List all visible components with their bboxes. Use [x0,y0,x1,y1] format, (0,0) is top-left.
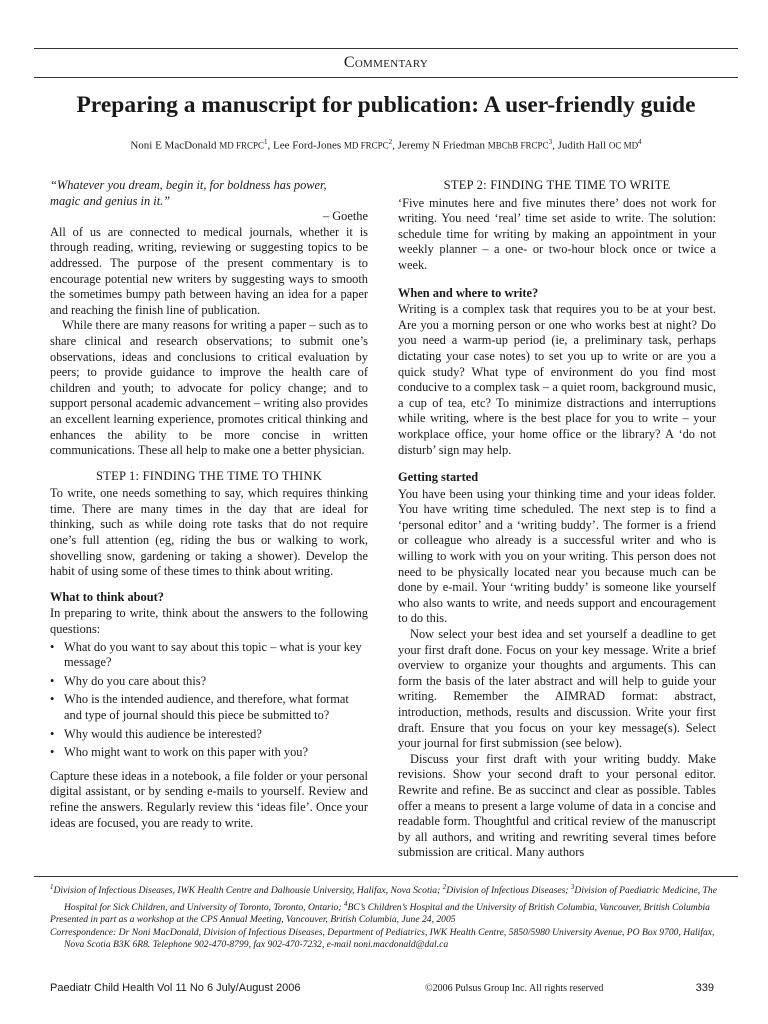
body-paragraph: To write, one needs something to say, which requires thinking time. There are many times in the day that are ideal for thinking, such as while doing rote tasks that do not require one’s full attention (eg, riding the bus or walking to work, shovelling snow, gardening or taking a shower). Develop the habit of using some of these times to think about writing. [50,486,368,579]
author-list [34,138,738,152]
aff-sup: 3 [570,883,575,891]
subheading-what-to-think: What to think about? [50,589,164,604]
author-sup: 1 [264,138,268,146]
right-column [398,178,716,861]
author-degree: MD FRCPC [343,140,389,151]
body-paragraph: While there are many reasons for writing a paper – such as to share clinical and research observations; to submit one’s observations, ideas and conclusions to critical evaluation by peers; to provide guidance to improve the health care of children and youth; to advocate for policy change; and to support personal academic advancement – writing also provides an excellent learning experience, promotes critical thinking and enhances the ability to be more concise in written communications. These all help to make one a better physician. [50,318,368,458]
body-paragraph: All of us are connected to medical journals, whether it is through reading, writing, reviewing or suggesting topics to be addressed. The purpose of the present commentary is to encourage potential new writers by suggesting ways to smooth the sometimes bumpy path between having an idea for a paper and reaching the finish line of publication. [50,224,368,317]
copyright-notice: ©2006 Pulsus Group Inc. All rights reserved [425,983,604,994]
correspondence-note: Correspondence: Dr Noni MacDonald, Division of Infectious Diseases, Department of Pediatrics, IWK Health Centre, 5850/5980 University Avenue, PO Box 9700, Halifax, Nova Scotia B3K 6R8. Telephone 902-470-8799, fax 902-470-7232, e-mail noni.macdonald@dal.ca [50,926,715,950]
author-name: Judith Hall [557,139,607,152]
author-name: Lee Ford-Jones [273,139,342,152]
list-item-text: Who is the intended audience, and therefore, what format and type of journal should this piece be submitted to? [64,692,349,722]
list-item-text: Why would this audience be interested? [64,726,262,741]
author-degree: MBChB FRCPC [487,140,549,151]
footnote-rule [34,876,738,877]
body-paragraph: In preparing to write, think about the answers to the following questions: [50,606,368,637]
left-column [50,178,368,831]
aff-sup: 1 [50,883,54,891]
list-item [50,674,368,690]
section-label: Commentary [343,54,429,71]
aff-sup: 4 [343,899,348,908]
list-item [50,745,368,761]
article-title: Preparing a manuscript for publication: A user-friendly guide [76,92,696,118]
section-rule [34,77,738,78]
author-sep: , [552,139,558,152]
list-item [50,727,368,743]
body-paragraph: Capture these ideas in a notebook, a file folder or your personal digital assistant, or by sending e-mails to yourself. Review and refine the answers. Regularly review this ‘ideas file’. Once your ideas are focused, you are ready to write. [50,768,368,830]
affiliation-text: Division of Paediatric Medicine, The Hospital for Sick Children, and University of Toronto, Toronto, Ontario; [64,885,717,913]
affiliations [50,881,720,914]
page-number: 339 [695,982,714,994]
journal-citation: Paediatr Child Health Vol 11 No 6 July/August 2006 [50,982,301,994]
author-sup: 3 [548,138,553,146]
aff-sup: 2 [442,883,447,891]
top-rule [34,48,738,49]
affiliation-text: Division of Infectious Diseases, IWK Health Centre and Dalhousie University, Halifax, Nova Scotia; [53,885,443,897]
body-paragraph: Discuss your first draft with your writing buddy. Make revisions. Show your second draft to your personal editor. Rewrite and refine. Be as succinct and clear as possible. Tables offer a means to present a large volume of data in a concise and readable form. Thoughtful and critical review of the manuscript by all authors, and writing and rewriting several times before submission are critical. Many authors [398,751,716,860]
bullet-glyph: • [50,673,55,688]
list-item-text: Why do you care about this? [64,673,207,688]
epigraph-attribution: – Goethe [322,209,368,224]
author-degree: OC MD [608,140,639,151]
body-paragraph: Now select your best idea and set yourself a deadline to get your first draft done. Focus on your key message. Write a brief overview to organize your thoughts and arguments. This can form the basis of the later abstract and will help to guide your writing. Remember the AIMRAD format: abstract, introduction, methods, results and discussion. Write your first draft. Ensure that you focus on your key message(s). Select your journal for first submission (see below). [398,627,716,751]
body-paragraph: You have been using your thinking time and your ideas folder. You have writing time scheduled. The next step is to find a ‘personal editor’ and a ‘writing buddy’. The former is a friend or colleague who already is a successful writer and who is willing to work with you on your writing. This person does not need to be physically located near you because much can be done by e-mail. Your ‘writing buddy’ is someone like yourself who also wants to write, and needs support and encouragement to do this. [398,486,716,626]
bullet-glyph: • [50,745,55,760]
bullet-glyph: • [50,726,55,741]
list-item [50,692,368,723]
bullet-glyph: • [50,692,55,707]
subheading-when-where: When and where to write? [398,285,539,300]
author-name: Noni E MacDonald [130,139,217,152]
author-sup: 4 [638,138,642,146]
author-name: Jeremy N Friedman [397,139,486,152]
affiliation-text: Division of Infectious Diseases; [446,885,571,897]
section-heading-step1: STEP 1: FINDING THE TIME TO THINK [95,468,323,483]
list-item [50,640,368,671]
epigraph-quote: “Whatever you dream, begin it, for boldness has power, magic and genius in it.” [50,178,327,208]
author-sep: , [392,139,398,152]
footnotes [50,881,720,951]
affiliation-text: BC’s Children’s Hospital and the University of British Columbia, Vancouver, British Columbia [347,901,710,913]
author-degree: MD FRCPC [219,140,264,151]
author-sup: 2 [388,138,393,146]
list-item-text: What do you want to say about this topic – what is your key message? [64,639,362,670]
bullet-glyph: • [50,639,55,654]
list-item-text: Who might want to work on this paper with you? [64,745,308,760]
question-list [50,640,368,761]
page-footer [50,982,714,996]
subheading-getting-started: Getting started [398,470,479,485]
section-heading-step2: STEP 2: FINDING THE TIME TO WRITE [443,178,671,192]
body-paragraph: Writing is a complex task that requires you to be at your best. Are you a morning person or one who works best at night? Do you need a warm-up period (ie, a preliminary task, perhaps dictating your case notes) to set you up to write or are you a quick study? What type of environment do you find most conducive to a complex task – a quiet room, background music, a cup of tea, etc? To minimize distractions and interruptions while writing, where is the best place for you to write – your workplace office, your home office or the library? A ‘do not disturb’ sign may help. [398,302,716,457]
presented-note: Presented in part as a workshop at the CPS Annual Meeting, Vancouver, British Columbia, June 24, 2005 [50,914,456,926]
author-sep: , [267,139,273,152]
body-paragraph: ‘Five minutes here and five minutes there’ does not work for writing. You need ‘real’ time set aside to write. The solution: schedule time for writing by making an appointment in your weekly planner – a one- or two-hour block once or twice a week. [398,195,716,272]
